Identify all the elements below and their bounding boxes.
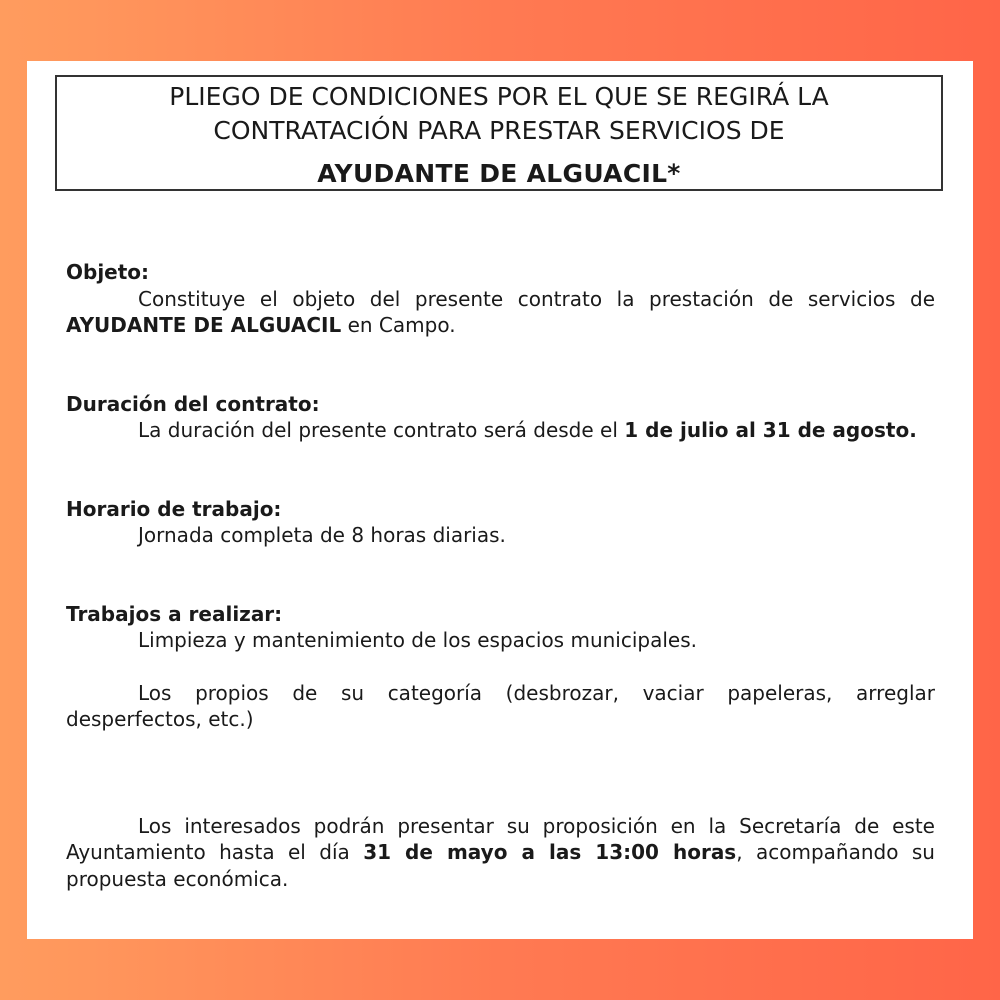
objeto-text-after: en Campo. (341, 313, 456, 337)
trabajos-heading: Trabajos a realizar: (66, 601, 283, 626)
section-duracion (66, 391, 935, 444)
presentacion-text-after: , acompañando su propuesta económica. (66, 840, 935, 891)
section-objeto (66, 259, 935, 339)
trabajos-item-1: Limpieza y mantenimiento de los espacios municipales. (138, 628, 697, 652)
section-trabajos (66, 601, 935, 733)
objeto-text-before: Constituye el objeto del presente contrato la prestación de servicios de (138, 286, 935, 311)
presentacion-bold: 31 de mayo a las 13:00 horas (363, 840, 737, 864)
duracion-paragraph (66, 417, 935, 444)
presentacion-text-before: Los interesados podrán presentar su proposición en la Secretaría de este Ayuntamiento hasta el día (66, 813, 935, 864)
section-horario (66, 496, 935, 549)
title-line-1: PLIEGO DE CONDICIONES POR EL QUE SE REGIRÁ LA (169, 82, 829, 111)
objeto-paragraph (66, 286, 935, 339)
trabajos-item-2: Los propios de su categoría (desbrozar, vaciar papeleras, arreglar desperfectos, etc.) (66, 680, 935, 731)
duracion-text-before: La duración del presente contrato será desde el (138, 418, 625, 442)
position-title: AYUDANTE DE ALGUACIL* (317, 159, 681, 188)
objeto-bold: AYUDANTE DE ALGUACIL (66, 313, 342, 337)
document-body (66, 259, 935, 892)
title-box (55, 75, 943, 191)
horario-paragraph: Jornada completa de 8 horas diarias. (138, 523, 506, 547)
title-line-2: CONTRATACIÓN PARA PRESTAR SERVICIOS DE (213, 116, 785, 145)
duracion-bold: 1 de julio al 31 de agosto. (624, 418, 917, 442)
objeto-heading: Objeto: (66, 260, 150, 284)
document-page (27, 61, 973, 939)
section-presentacion (66, 813, 935, 893)
duracion-heading: Duración del contrato: (66, 391, 320, 416)
presentacion-paragraph (66, 813, 935, 893)
horario-heading: Horario de trabajo: (66, 496, 282, 521)
